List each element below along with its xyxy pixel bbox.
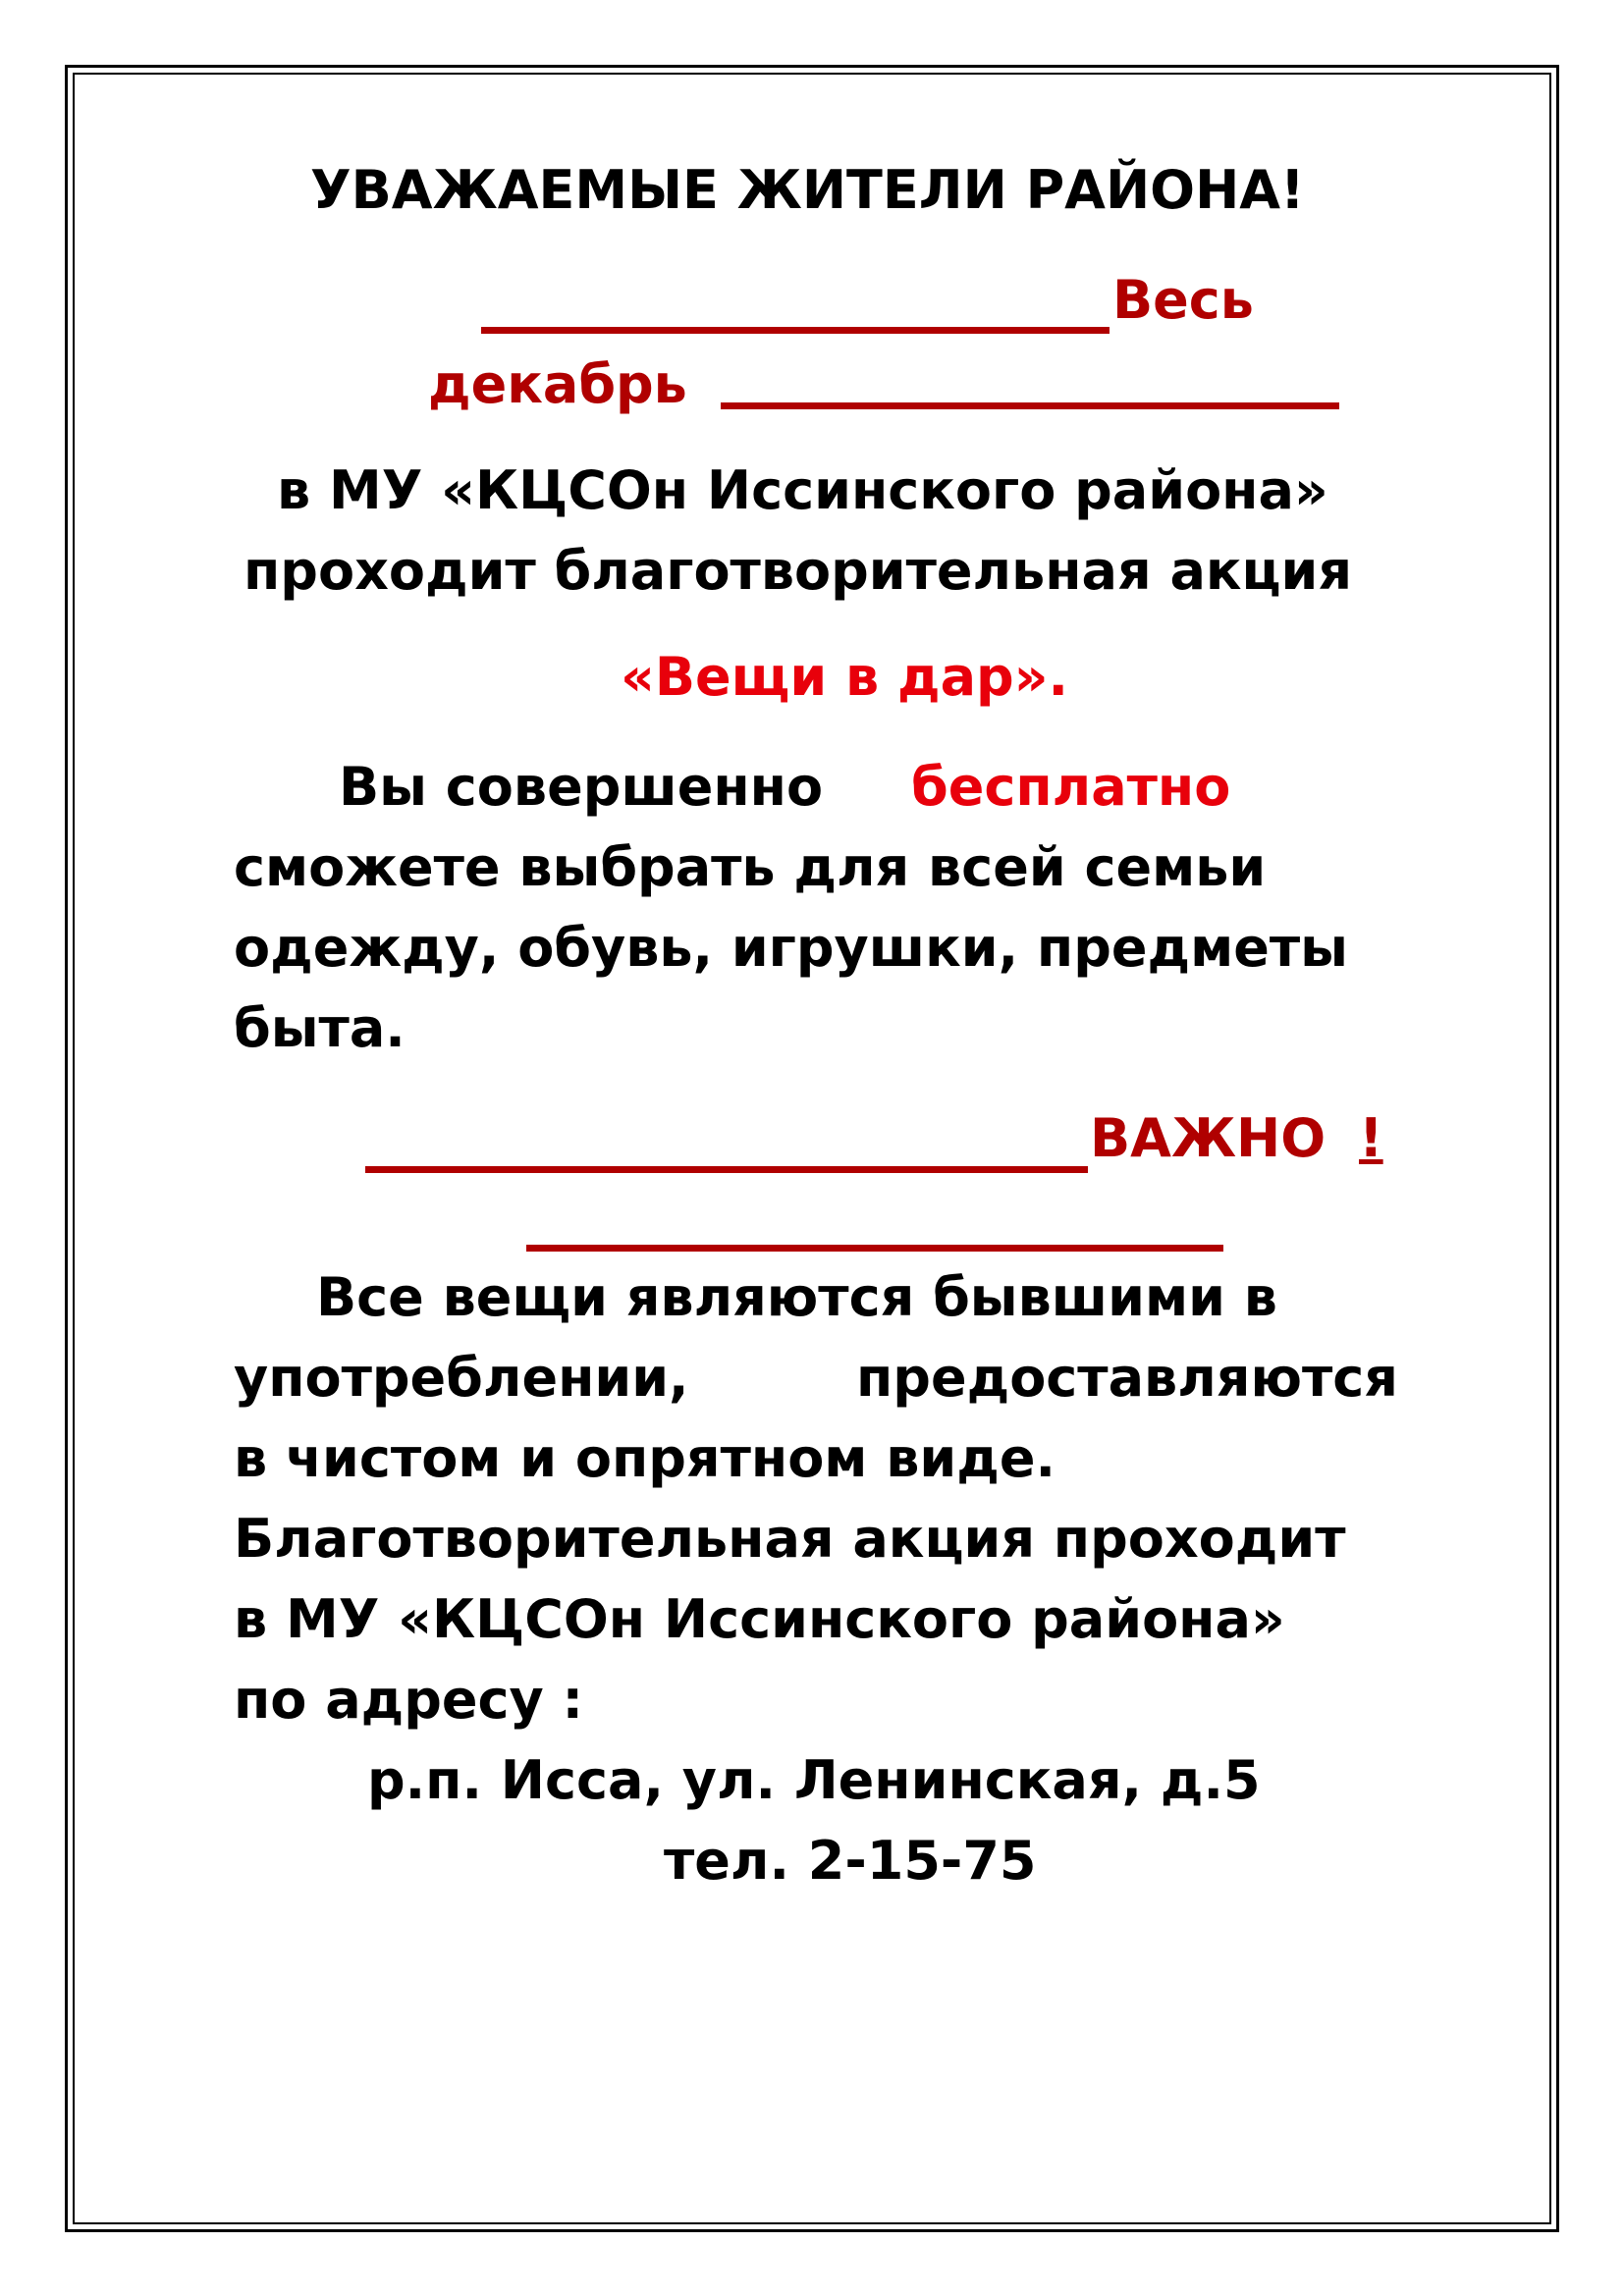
heading: УВАЖАЕМЫЕ ЖИТЕЛИ РАЙОНА! bbox=[310, 159, 1305, 221]
org-line: в МУ «КЦСОн Иссинского района» bbox=[277, 459, 1328, 521]
important-mark: ! bbox=[1359, 1107, 1383, 1169]
important-rule-left bbox=[365, 1166, 1088, 1173]
notice-line-1: Все вещи являются бывшими в bbox=[316, 1266, 1277, 1328]
action-name: «Вещи в дар». bbox=[621, 646, 1069, 708]
offer-line-1: сможете выбрать для всей семьи bbox=[234, 836, 1267, 898]
notice-line-2a: употреблении, bbox=[234, 1347, 689, 1409]
important-rule-bottom bbox=[526, 1245, 1223, 1252]
notice-line-5: в МУ «КЦСОн Иссинского района» bbox=[234, 1588, 1285, 1650]
date-rule-right bbox=[721, 402, 1339, 409]
action-line: проходит благотворительная акция bbox=[244, 540, 1353, 602]
notice-line-6: по адресу : bbox=[234, 1669, 584, 1731]
important-word: ВАЖНО bbox=[1090, 1107, 1326, 1169]
offer-line-3: быта. bbox=[234, 997, 406, 1059]
offer-line-2: одежду, обувь, игрушки, предметы bbox=[234, 917, 1348, 979]
date-part-1: Весь bbox=[1112, 269, 1254, 331]
phone: тел. 2-15-75 bbox=[664, 1830, 1037, 1892]
date-part-2: декабрь bbox=[428, 353, 687, 415]
notice-line-3: в чистом и опрятном виде. bbox=[234, 1427, 1056, 1489]
page-border-inner bbox=[73, 73, 1551, 2224]
notice-line-4: Благотворительная акция проходит bbox=[234, 1508, 1346, 1570]
address: р.п. Исса, ул. Ленинская, д.5 bbox=[367, 1749, 1261, 1811]
free-word: бесплатно bbox=[911, 756, 1231, 818]
notice-line-2b: предоставляются bbox=[856, 1347, 1398, 1409]
date-rule-left bbox=[481, 327, 1110, 334]
free-prefix: Вы совершенно bbox=[339, 756, 841, 818]
